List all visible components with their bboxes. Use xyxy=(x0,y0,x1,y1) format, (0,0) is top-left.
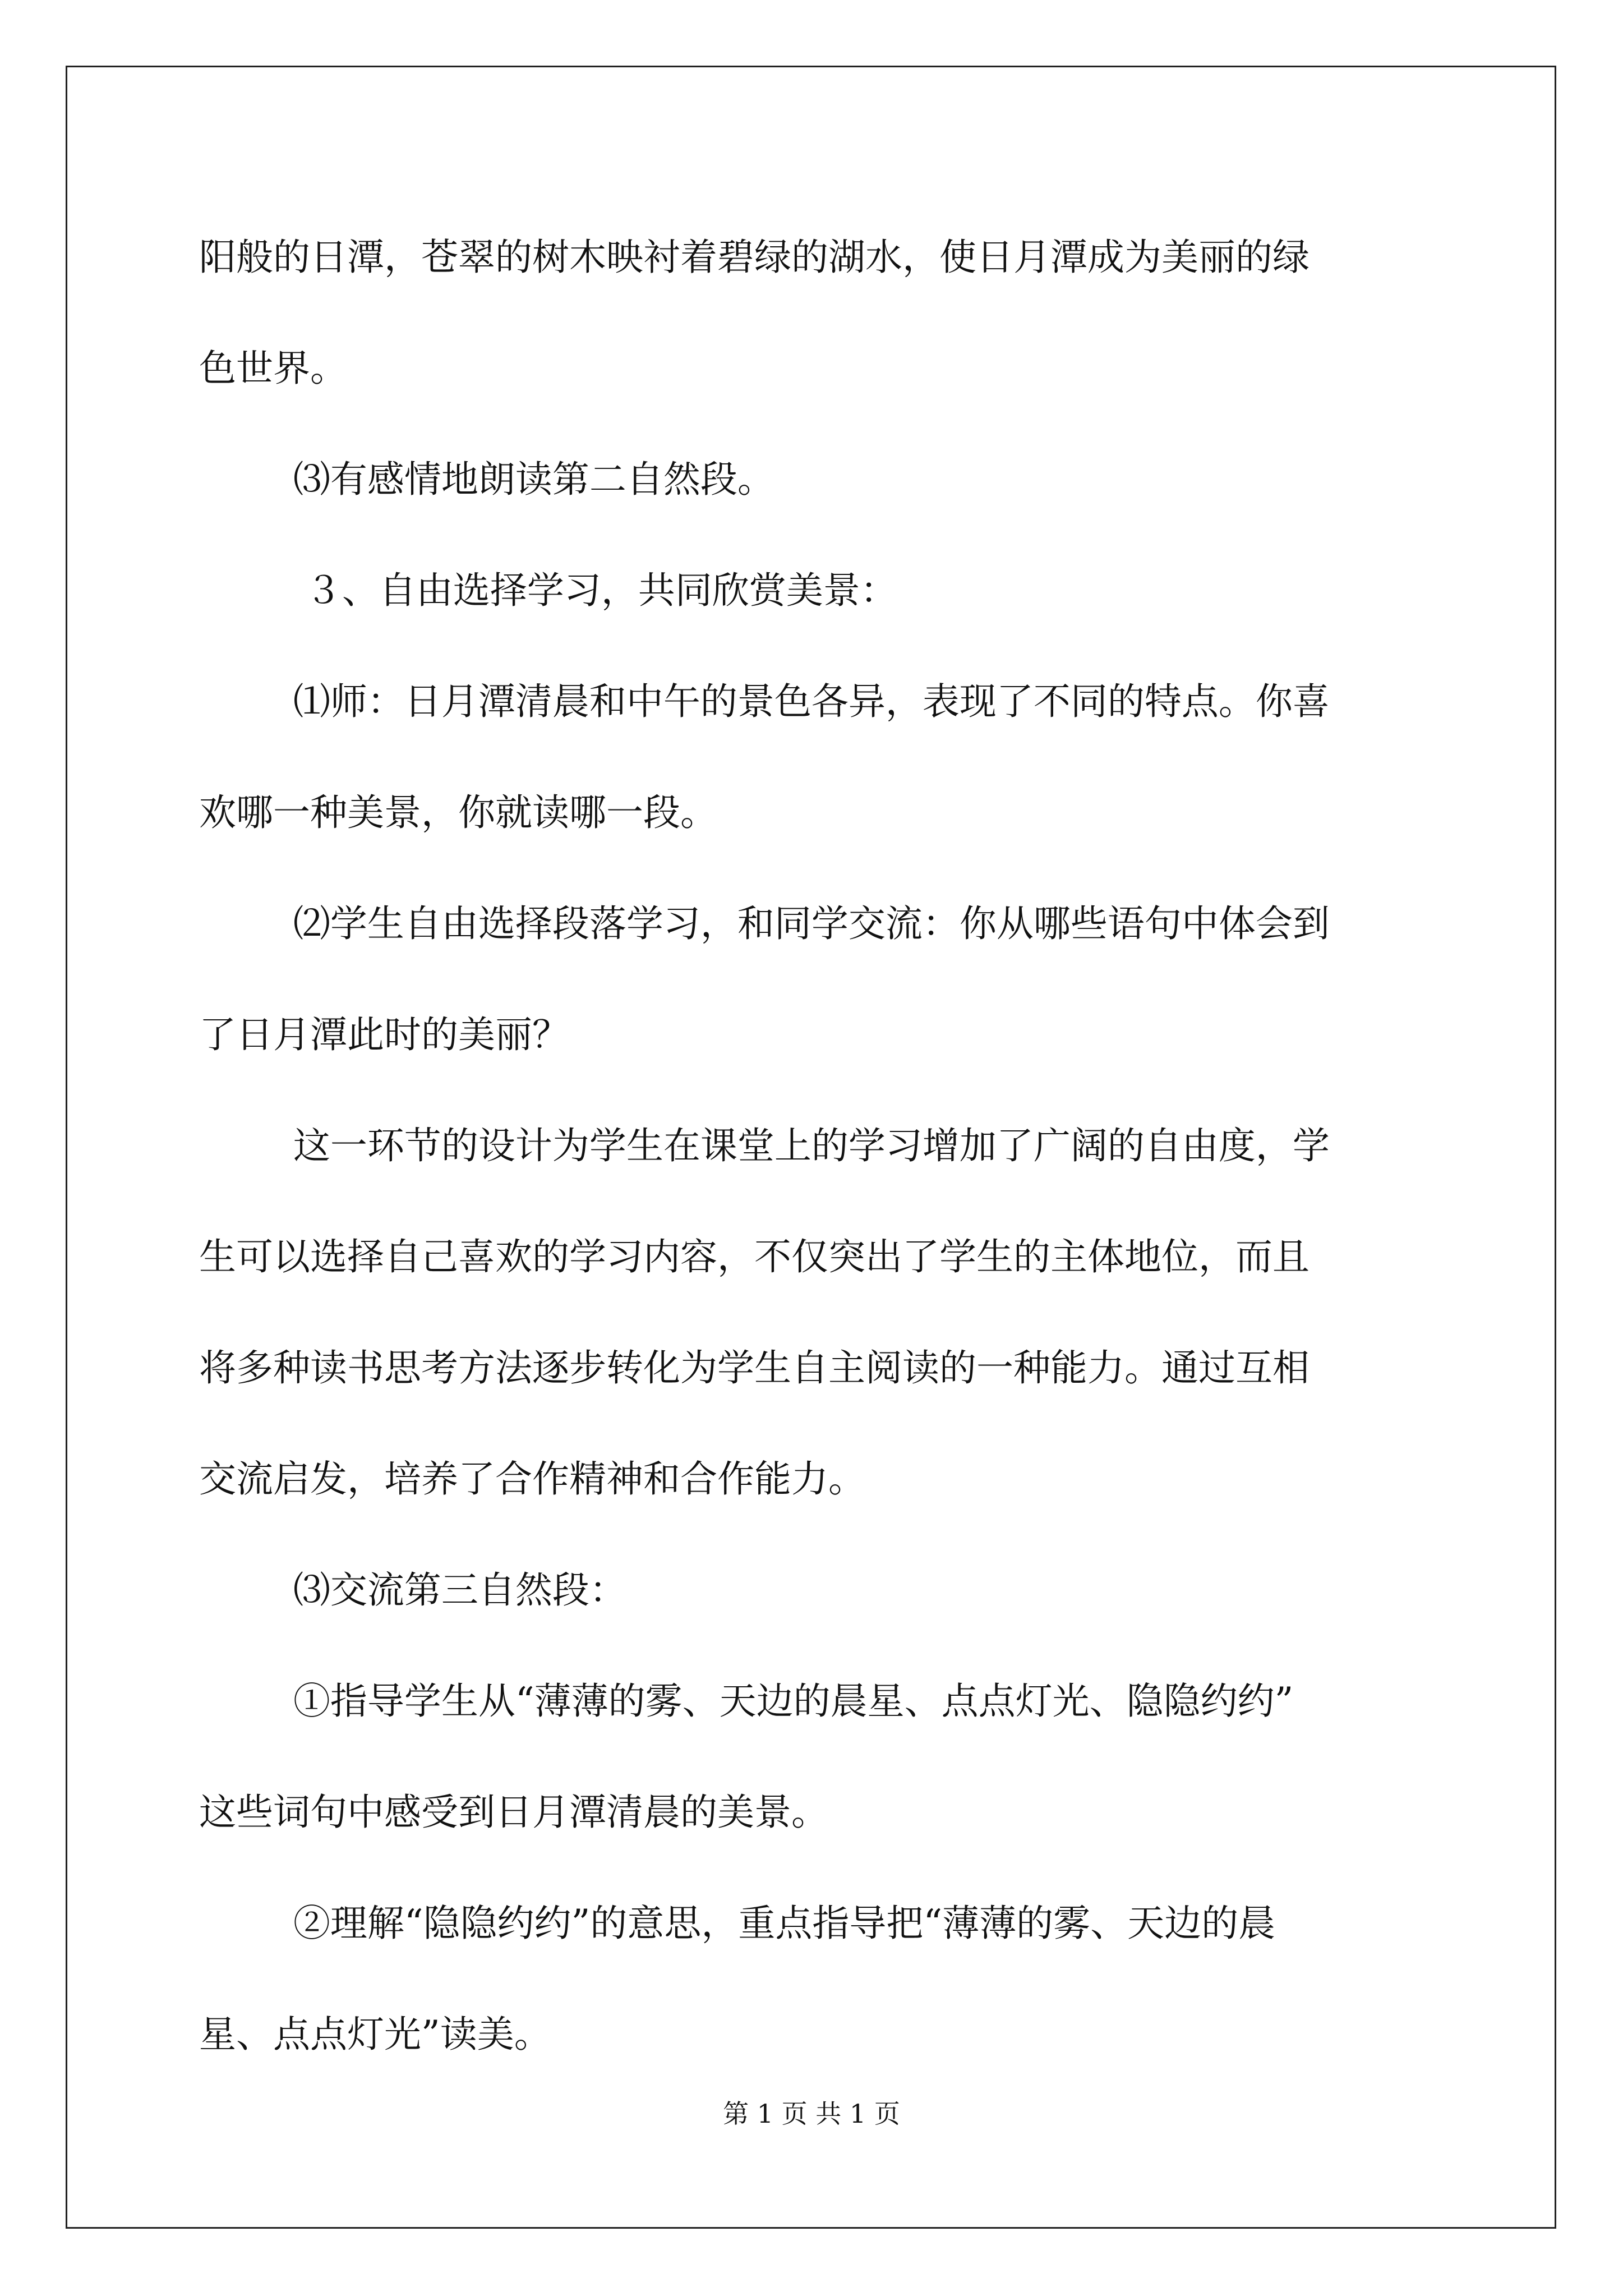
text-line: ⑶交流第三自然段： xyxy=(199,1568,626,1612)
text-line: ⑶有感情地朗读第二自然段。 xyxy=(199,458,774,501)
text-line: 色世界。 xyxy=(199,347,347,390)
text-line: ⑴师：日月潭清晨和中午的景色各异，表现了不同的特点。你喜 xyxy=(199,680,1330,723)
document-body xyxy=(199,202,1433,2090)
text-line: 星、点点灯光”读美。 xyxy=(199,2013,551,2056)
text-line: 了日月潭此时的美丽？ xyxy=(199,1013,569,1056)
text-line: ３、自由选择学习，共同欣赏美景： xyxy=(199,569,897,612)
page-number-footer: 第 1 页 共 1 页 xyxy=(723,2099,900,2129)
text-line: ②理解“隐隐约约”的意思，重点指导把“薄薄的雾、天边的晨 xyxy=(199,1902,1276,1945)
text-line: 生可以选择自己喜欢的学习内容，不仅突出了学生的主体地位，而且 xyxy=(199,1235,1310,1278)
text-line: ⑵学生自由选择段落学习，和同学交流：你从哪些语句中体会到 xyxy=(199,902,1330,945)
text-line: ①指导学生从“薄薄的雾、天边的晨星、点点灯光、隐隐约约” xyxy=(199,1680,1294,1723)
text-line: 欢哪一种美景，你就读哪一段。 xyxy=(199,791,717,834)
text-line: 这些词句中感受到日月潭清晨的美景。 xyxy=(199,1791,828,1834)
text-line: 这一环节的设计为学生在课堂上的学习增加了广阔的自由度，学 xyxy=(199,1124,1330,1167)
text-line: 交流启发，培养了合作精神和合作能力。 xyxy=(199,1457,865,1501)
text-line: 阳般的日潭，苍翠的树木映衬着碧绿的湖水，使日月潭成为美丽的绿 xyxy=(199,236,1310,279)
text-line: 将多种读书思考方法逐步转化为学生自主阅读的一种能力。通过互相 xyxy=(199,1346,1310,1389)
